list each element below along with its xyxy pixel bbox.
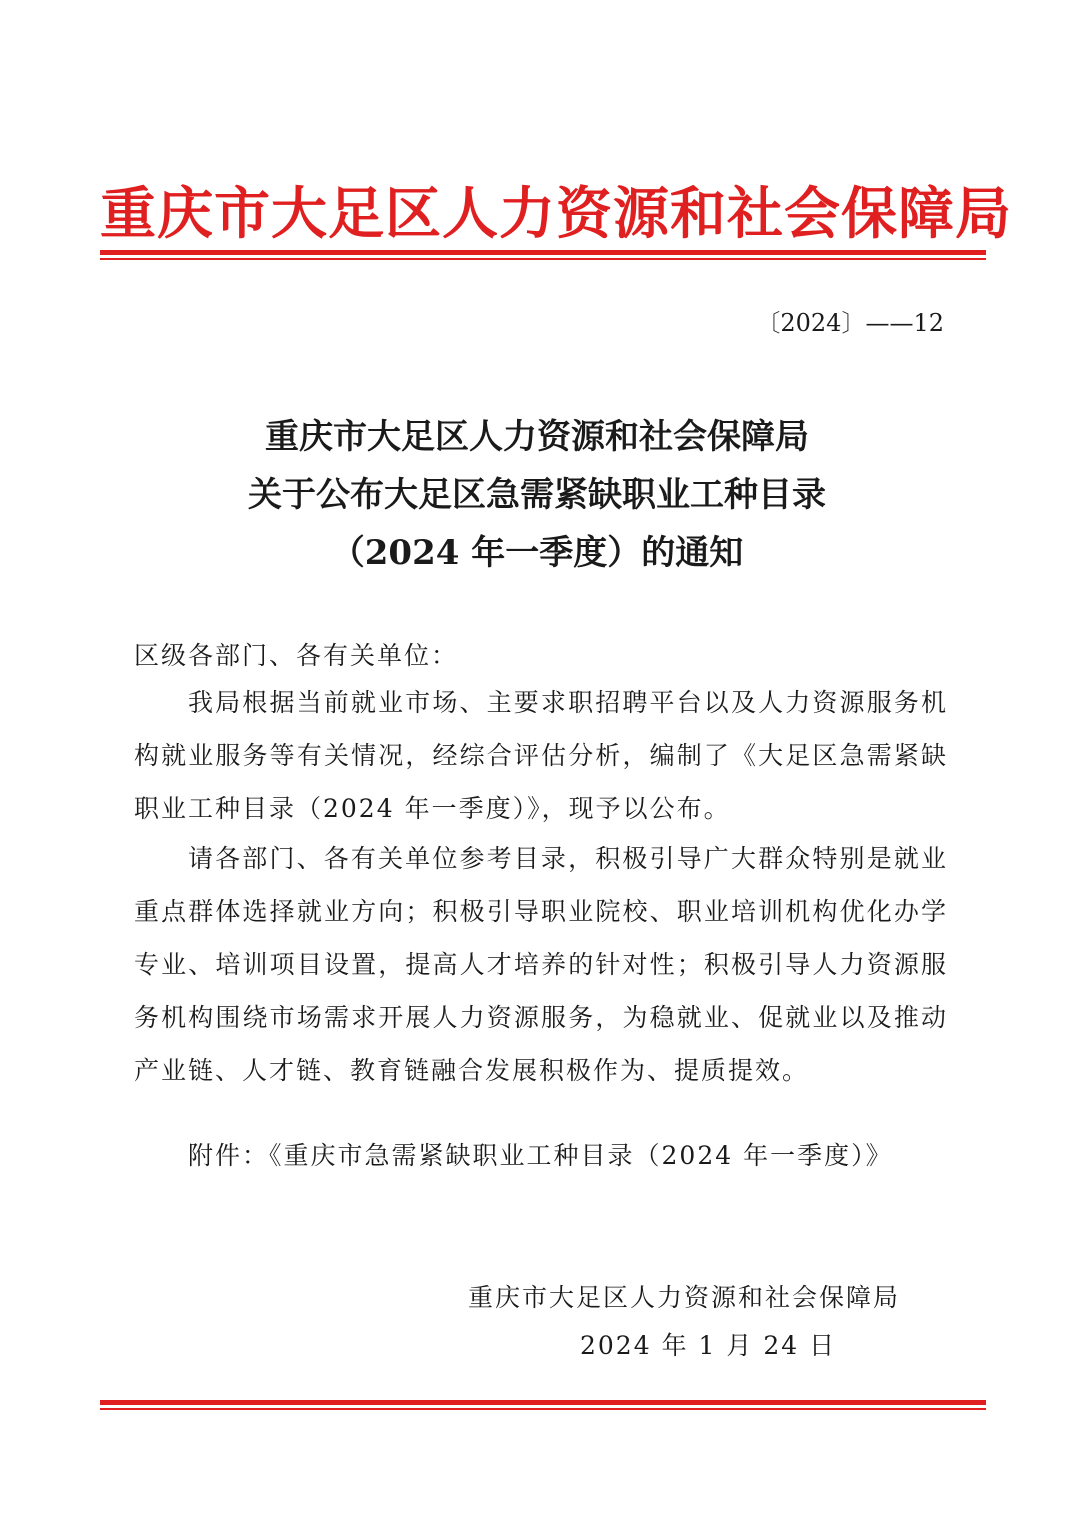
document-number: 〔2024〕——12 [756,309,944,337]
salutation: 区级各部门、各有关单位： [134,641,459,670]
body-paragraph-1: 我局根据当前就业市场、主要求职招聘平台以及人力资源服务机构就业服务等有关情况，经综合评估分析，编制了《大足区急需紧缺职业工种目录（2024 年一季度）》，现予以公布。 [134,688,948,823]
signature-org: 重庆市大足区人力资源和社会保障局 [468,1283,901,1312]
title-line-3: （2024 年一季度）的通知 [330,533,744,573]
signature-date: 2024 年 1 月 24 日 [580,1331,837,1360]
body-paragraph-2: 请各部门、各有关单位参考目录，积极引导广大群众特别是就业重点群体选择就业方向；积极引导职业院校、职业培训机构优化办学专业、培训项目设置，提高人才培养的针对性；积极引导人力资源服务机构围绕市场需求开展人力资源服务，为稳就业、促就业以及推动产业链、人才链、教育链融合发展积极作为、提质提效。 [134,844,948,1085]
footer-rule-thin [100,1408,986,1410]
attachment-note: 附件：《重庆市急需紧缺职业工种目录（2024 年一季度）》 [188,1141,893,1170]
agency-masthead: 重庆市大足区人力资源和社会保障局 [100,182,1012,247]
footer-rule-thick [100,1400,986,1405]
title-line-1: 重庆市大足区人力资源和社会保障局 [265,417,809,457]
masthead-rule-thin [100,258,986,260]
masthead-rule-thick [100,250,986,255]
title-line-2: 关于公布大足区急需紧缺职业工种目录 [248,475,826,515]
